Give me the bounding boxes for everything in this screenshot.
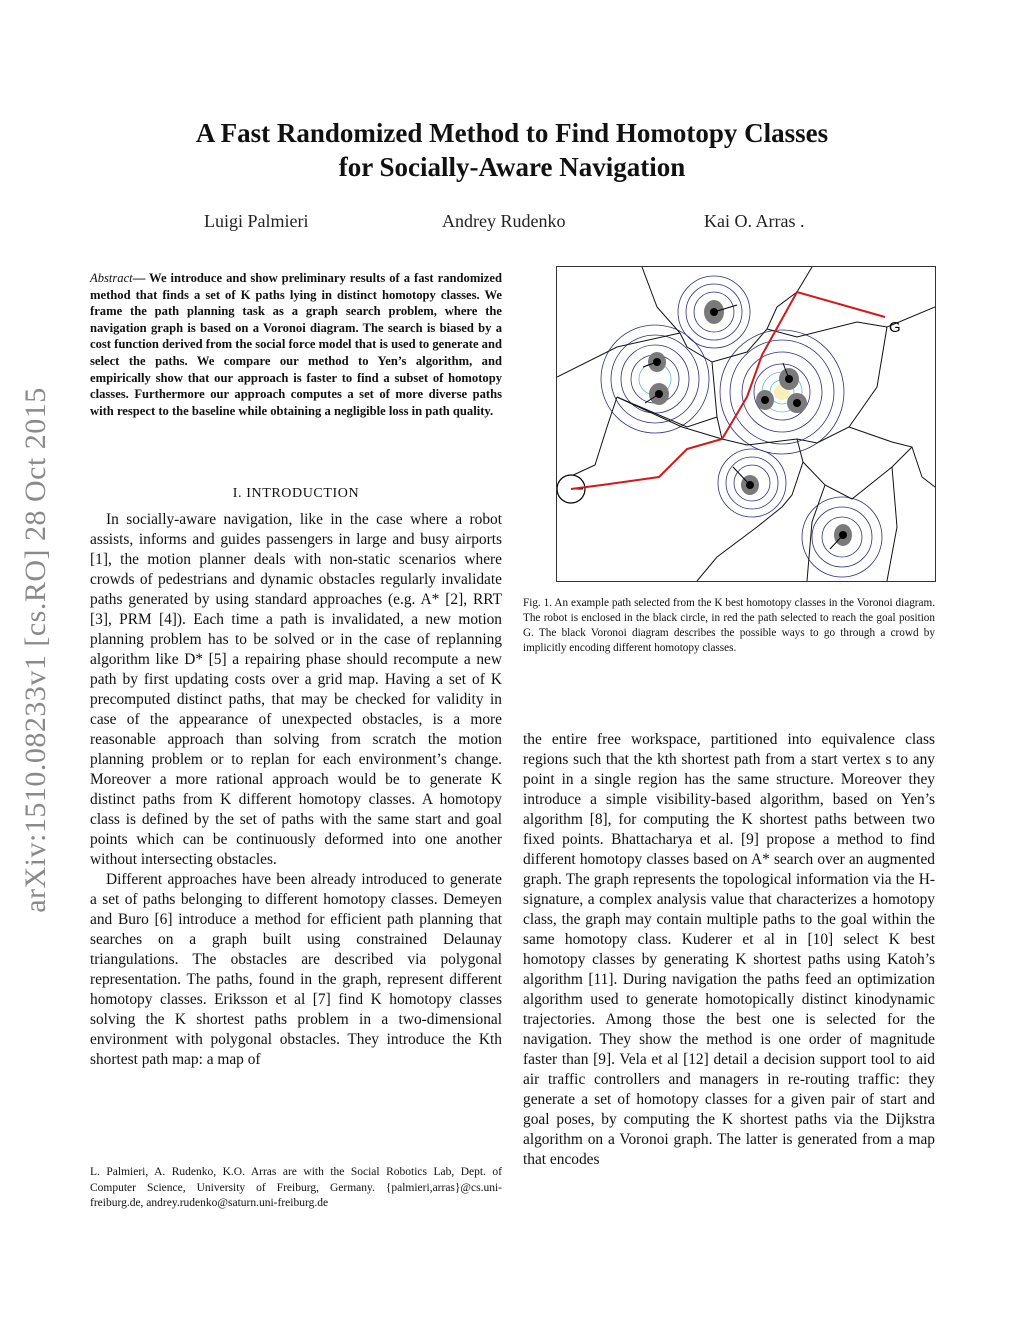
- abstract: [90, 270, 502, 419]
- abstract-label: Abstract: [90, 271, 133, 285]
- pedestrian-headings: [643, 305, 843, 549]
- intro-paragraph-2: Different approaches have been already introduced to generate a set of paths belonging to different homotopy classes. Demeyen and Buro [6] introduce a method for efficient path planning that searches on a graph built using constrained Delaunay triangulations. The obstacles are described via polygonal representation. The paths, found in the graph, represent different homotopy classes. Eriksson et al [7] find K homotopy classes solving the K shortest paths problem in a two-dimensional environment with polygonal obstacles. They introduce the Kth shortest path map: a map of: [90, 871, 502, 1068]
- intro-left-column: [90, 510, 502, 1070]
- title-line-1: A Fast Randomized Method to Find Homotopy Classes: [195, 118, 829, 148]
- author-2: Andrey Rudenko: [442, 211, 566, 231]
- goal-label: G: [889, 319, 901, 336]
- intro-paragraph-3: the entire free workspace, partitioned into equivalence class regions such that the kth shortest path from a start vertex s to any point in a single region has the same structure. Moreover they introduce a simple visibility-based algorithm, based on Yen’s algorithm [8], for computing the K shortest paths between two fixed points. Bhattacharya et al. [9] propose a method to find different homotopy classes based on A* search over an augmented graph. The graph represents the topological information via the H-signature, a complex analysis value that characterizes a homotopy class, the graph may contain multiple paths to the goal within the same homotopy class. Kuderer et al in [10] select K best homotopy classes by generating K shortest paths using Katoh’s algorithm [11]. During navigation the paths feed an optimization algorithm used to generate homotopically distinct kinodynamic trajectories. Among those the best one is selected for the navigation. They show the method is one order of magnitude faster than [9]. Vela et al [12] detail a decision support tool to aid air traffic controllers and managers in re-routing traffic: they generate a set of homotopy classes for a given pair of start and goal poses, by computing the K shortest paths via the Dijkstra algorithm on a Voronoi graph. The latter is generated from a map that encodes: [523, 731, 935, 1168]
- arxiv-identifier-text: arXiv:1510.08233v1 [cs.RO] 28 Oct 2015: [19, 387, 52, 913]
- voronoi-diagram: [557, 267, 935, 581]
- author-footnote: L. Palmieri, A. Rudenko, K.O. Arras are with the Social Robotics Lab, Dept. of Computer Science, University of Freiburg, Germany. {palmieri,arras}@cs.uni-freiburg.de, andrey.rudenko@saturn.uni-freiburg.de: [90, 1166, 502, 1209]
- arxiv-identifier: [6, 350, 66, 950]
- intro-paragraph-1: In socially-aware navigation, like in the case where a robot assists, informs and guides passengers in large and busy airports [1], the motion planner deals with non-static scenarios where crowds of pedestrians and dynamic obstacles regularly invalidate paths generated by using standard approaches (e.g. A* [2], RRT [3], PRM [4]). Each time a path is invalidated, a new motion planning problem has to be solved or in the case of replanning algorithm like D* [5] a repairing phase should recompute a new path by first updating costs over a grid map. Having a set of K precomputed distinct paths, that may be checked for validity in case of the appearance of unexpected obstacles, is a more reasonable approach than solving from scratch the motion planning problem or to replan for each environment’s change. Moreover a more rational approach would be to generate K distinct paths from K different homotopy classes. A homotopy class is defined by the set of paths with the same start and goal points which can be continuously deformed into one another without intersecting obstacles.: [90, 511, 502, 868]
- intro-right-column: [523, 730, 935, 1170]
- figure-caption: Fig. 1. An example path selected from the K best homotopy classes in the Voronoi diagram. The robot is enclosed in the black circle, in red the path selected to reach the goal position G. The black Voronoi diagram describes the possible ways to go through a crowd by implicitly encoding different homotopy classes.: [523, 597, 935, 654]
- abstract-text: — We introduce and show preliminary results of a fast randomized method that finds a set of K paths lying in distinct homotopy classes. We frame the path planning task as a graph search problem, where the navigation graph is based on a Voronoi diagram. The search is biased by a cost function derived from the social force model that is used to generate and select the paths. We compare our method to Yen’s algorithm, and empirically show that our approach is faster to find a subset of homotopy classes. Furthermore our approach computes a set of more diverse paths with respect to the baseline while obtaining a negligible loss in path quality.: [90, 271, 502, 418]
- voronoi-figure: [556, 266, 936, 582]
- title-line-2: for Socially-Aware Navigation: [338, 152, 686, 182]
- author-1: Luigi Palmieri: [204, 211, 309, 231]
- author-3: Kai O. Arras .: [704, 211, 805, 231]
- section-heading: I. INTRODUCTION: [232, 486, 360, 501]
- paper-title: [100, 116, 924, 184]
